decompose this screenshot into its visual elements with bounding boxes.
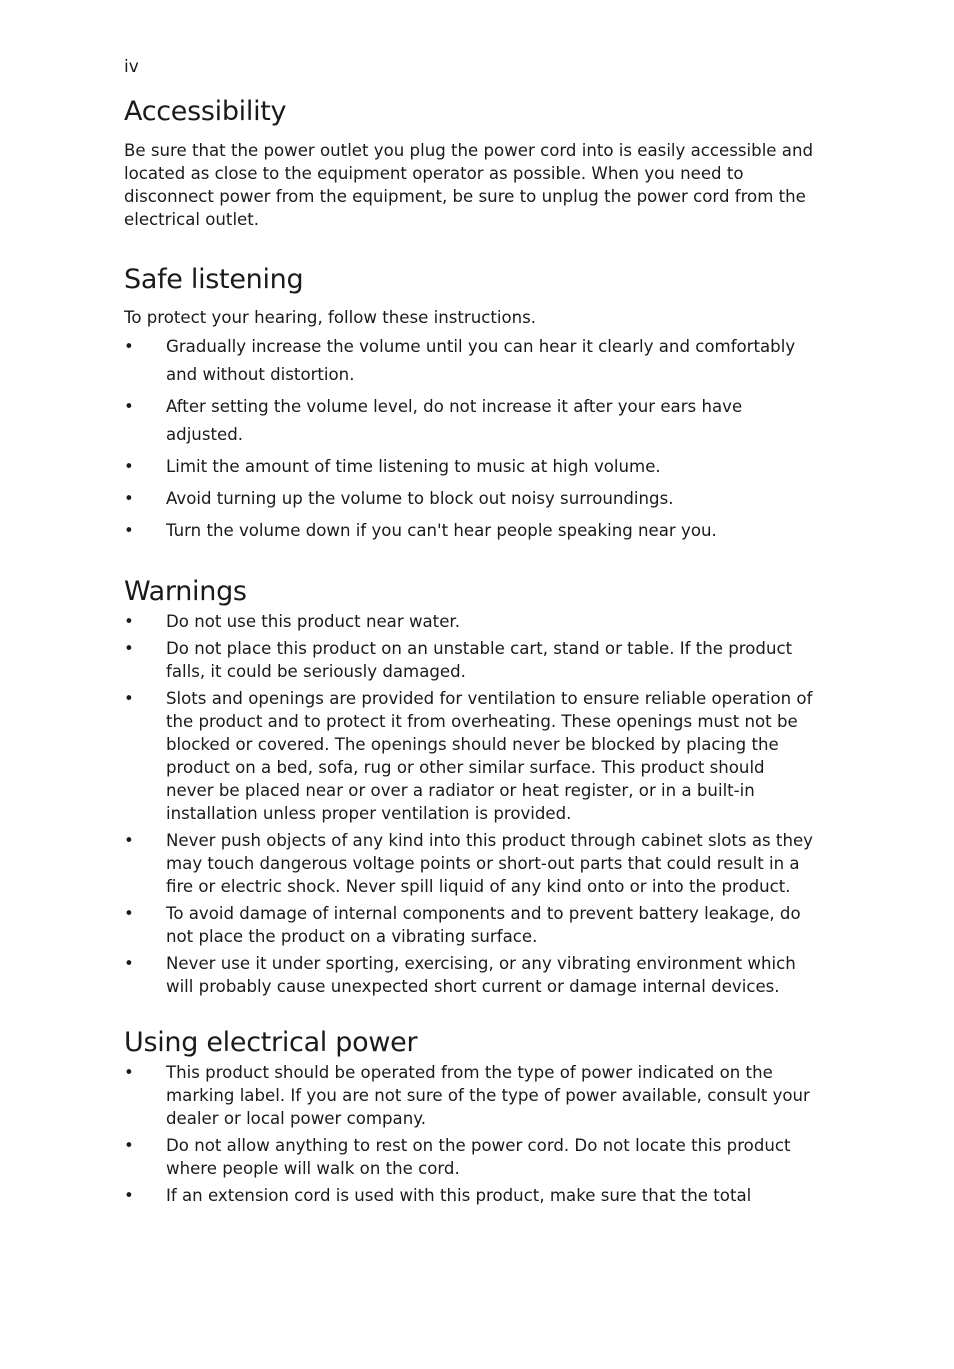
bullet-icon: • — [124, 1063, 134, 1082]
bullet-icon: • — [124, 831, 134, 850]
list-item — [124, 1184, 814, 1207]
list-item — [124, 610, 814, 633]
bullet-icon: • — [124, 639, 134, 658]
bullet-icon: • — [124, 489, 134, 508]
bullet-list — [124, 610, 814, 998]
bullet-icon: • — [124, 397, 134, 416]
list-item-text: This product should be operated from the type of power indicated on the marking label. If you are not sure of the type of power available, consult your dealer or local power company. — [166, 1063, 810, 1128]
list-item-text: Do not use this product near water. — [166, 612, 460, 631]
bullet-icon: • — [124, 612, 134, 631]
list-item — [124, 902, 814, 948]
bullet-list — [124, 1061, 814, 1207]
list-item-text: Never use it under sporting, exercising, or any vibrating environment which will probably cause unexpected short current or damage internal devices. — [166, 954, 796, 996]
list-item — [124, 453, 814, 481]
page-number: iv — [124, 57, 139, 77]
section-accessibility — [124, 94, 814, 231]
section-heading: Using electrical power — [124, 1027, 418, 1058]
list-item-text: After setting the volume level, do not increase it after your ears have adjusted. — [166, 397, 743, 444]
section-body: Be sure that the power outlet you plug the power cord into is easily accessible and located as close to the equipment operator as possible. When you need to disconnect power from the equipment, be sure to unplug the power cord from the electrical outlet. — [124, 141, 814, 229]
list-item-text: Turn the volume down if you can't hear people speaking near you. — [166, 521, 717, 540]
list-item — [124, 393, 814, 449]
list-item-text: To avoid damage of internal components and to prevent battery leakage, do not place the product on a vibrating surface. — [166, 904, 801, 946]
list-item-text: Slots and openings are provided for ventilation to ensure reliable operation of the product and to protect it from overheating. These openings must not be blocked or covered. The openings should never be blocked by placing the product on a bed, sofa, rug or other similar surface. This product should never be placed near or over a radiator or heat register, or in a built-in installation unless proper ventilation is provided. — [166, 689, 813, 823]
list-item — [124, 637, 814, 683]
bullet-icon: • — [124, 457, 134, 476]
list-item-text: Gradually increase the volume until you can hear it clearly and comfortably and without distortion. — [166, 337, 796, 384]
page-content — [124, 94, 814, 1211]
list-item — [124, 485, 814, 513]
list-item — [124, 829, 814, 898]
list-item-text: Never push objects of any kind into this product through cabinet slots as they may touch dangerous voltage points or short-out parts that could result in a fire or electric shock. Never spill liquid of any kind onto or into the product. — [166, 831, 813, 896]
list-item — [124, 1134, 814, 1180]
section-warnings — [124, 574, 814, 998]
section-electrical-power — [124, 1025, 814, 1207]
section-heading: Safe listening — [124, 264, 304, 295]
list-item — [124, 333, 814, 389]
bullet-icon: • — [124, 954, 134, 973]
section-safe-listening — [124, 262, 814, 545]
list-item — [124, 952, 814, 998]
list-item — [124, 1061, 814, 1130]
list-item-text: If an extension cord is used with this product, make sure that the total — [166, 1186, 752, 1205]
section-heading: Accessibility — [124, 96, 287, 127]
list-item — [124, 517, 814, 545]
bullet-icon: • — [124, 1136, 134, 1155]
list-item-text: Do not allow anything to rest on the power cord. Do not locate this product where people will walk on the cord. — [166, 1136, 791, 1178]
bullet-icon: • — [124, 521, 134, 540]
bullet-list — [124, 333, 814, 545]
bullet-icon: • — [124, 1186, 134, 1205]
list-item-text: Avoid turning up the volume to block out noisy surroundings. — [166, 489, 674, 508]
section-intro: To protect your hearing, follow these instructions. — [124, 308, 537, 327]
bullet-icon: • — [124, 689, 134, 708]
bullet-icon: • — [124, 337, 134, 356]
list-item — [124, 687, 814, 825]
section-heading: Warnings — [124, 576, 247, 607]
bullet-icon: • — [124, 904, 134, 923]
list-item-text: Limit the amount of time listening to music at high volume. — [166, 457, 661, 476]
list-item-text: Do not place this product on an unstable cart, stand or table. If the product falls, it could be seriously damaged. — [166, 639, 793, 681]
